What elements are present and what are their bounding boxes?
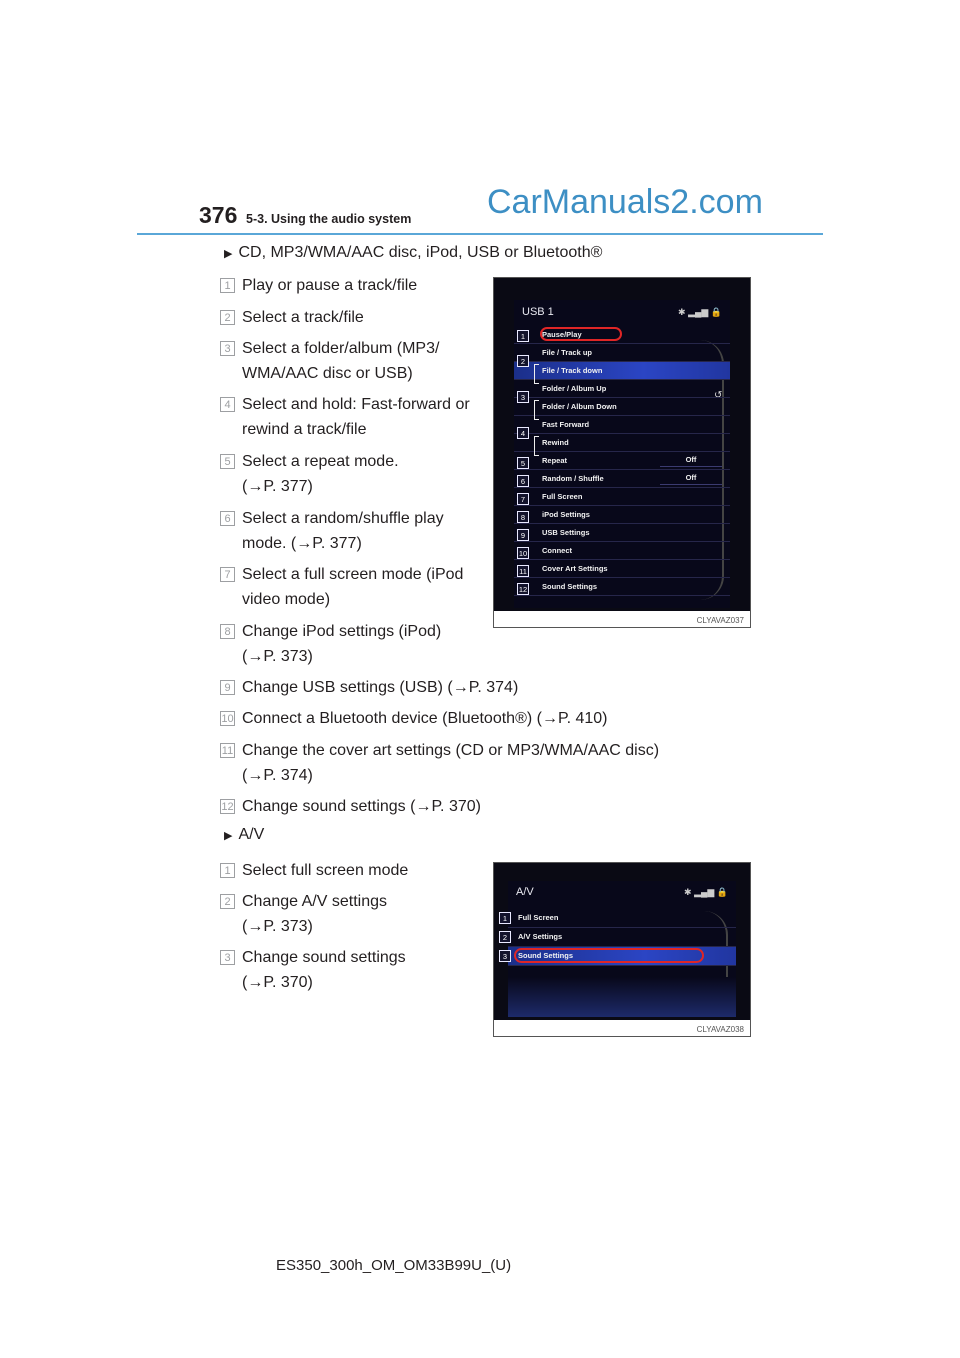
callout: 3 [517, 391, 529, 403]
list-item [220, 619, 441, 669]
item-text: Change iPod settings (iPod) (→P. 373) [242, 623, 442, 665]
section2-heading [224, 826, 264, 844]
callout: 11 [517, 565, 529, 577]
screen-title: USB 1 [522, 306, 554, 318]
section1-heading [224, 244, 602, 262]
bracket [534, 400, 539, 420]
item-text: Select a folder/album (MP3/ WMA/AAC disc or USB) [242, 340, 440, 382]
list-item [220, 562, 479, 612]
list-item [220, 506, 479, 556]
menu-row: Full Screen [508, 909, 736, 928]
menu-row: iPod Settings [514, 506, 730, 524]
document-code: ES350_300h_OM_OM33B99U_(U) [276, 1257, 512, 1274]
list-item [220, 858, 408, 883]
item-text: Select full screen mode [242, 862, 409, 879]
item-number: 10 [221, 713, 234, 725]
item-number: 2 [220, 894, 235, 909]
item-text: Change the cover art settings (CD or MP3/WMA/AAC disc) (→P. 374) [242, 742, 660, 784]
status-icons: ✱ ▂▄▆ 🔒 [678, 307, 722, 317]
status-icons: ✱ ▂▄▆ 🔒 [684, 887, 728, 897]
menu-row: Full Screen [514, 488, 730, 506]
list-item [220, 449, 399, 499]
list-item [220, 273, 417, 298]
item-text: Select a random/shuffle play mode. (→P. 377) [242, 510, 444, 552]
callout: 3 [499, 950, 511, 962]
menu-row: Sound Settings [508, 947, 736, 966]
menu-row: Cover Art Settings [514, 560, 730, 578]
menu-row: A/V Settings [508, 928, 736, 947]
item-text: Change A/V settings (→P. 373) [242, 893, 387, 935]
list-item [220, 305, 364, 330]
list-item [220, 945, 406, 995]
item-number: 9 [220, 680, 235, 695]
item-text: Play or pause a track/file [242, 277, 418, 294]
callout: 8 [517, 511, 529, 523]
menu-row: Rewind [514, 434, 730, 452]
callout: 12 [518, 585, 528, 594]
section-title: 5-3. Using the audio system [246, 212, 412, 226]
back-arrow-icon: ↺ [714, 390, 723, 401]
list-item [220, 738, 659, 788]
menu-row: Random / Shuffle Off [514, 470, 730, 488]
usb-screen [514, 300, 730, 608]
list-item [220, 889, 387, 939]
callout: 5 [517, 457, 529, 469]
value-field: Off [660, 472, 722, 485]
callout: 9 [517, 529, 529, 541]
item-number: 11 [221, 745, 234, 757]
list-item [220, 706, 607, 731]
menu-row: Fast Forward [514, 416, 730, 434]
item-text: Select a track/file [242, 309, 364, 326]
item-number: 5 [220, 454, 235, 469]
menu-row: Sound Settings [514, 578, 730, 596]
menu-row: Repeat Off [514, 452, 730, 470]
item-number: 7 [220, 567, 235, 582]
callout: 2 [499, 931, 511, 943]
bracket [534, 436, 539, 456]
item-number: 3 [220, 341, 235, 356]
item-text: Connect a Bluetooth device (Bluetooth®) (→P. 410) [242, 710, 608, 727]
page-number: 376 [199, 202, 238, 228]
item-number: 12 [221, 801, 234, 813]
menu-row: Pause/Play [514, 326, 730, 344]
list-item [220, 794, 481, 819]
watermark: CarManuals2.com [487, 183, 763, 221]
callout: 10 [518, 549, 528, 558]
item-number: 4 [220, 397, 235, 412]
item-number: 2 [220, 310, 235, 325]
header-rule [137, 233, 823, 235]
item-text: Change sound settings (→P. 370) [242, 798, 481, 815]
menu-row: Folder / Album Up [514, 380, 730, 398]
callout: 7 [517, 493, 529, 505]
item-text: Change USB settings (USB) (→P. 374) [242, 679, 519, 696]
usb-screen-figure [493, 277, 751, 628]
figure-caption: CLYAVAZ037 [696, 616, 744, 625]
menu-row: File / Track up [514, 344, 730, 362]
callout: 2 [517, 355, 529, 367]
item-number: 1 [220, 863, 235, 878]
section2-heading-text: A/V [238, 826, 265, 843]
item-text: Select a repeat mode. (→P. 377) [242, 453, 399, 495]
triangle-bullet-icon: ▶ [224, 248, 233, 260]
item-number: 8 [220, 624, 235, 639]
callout: 1 [499, 912, 511, 924]
menu-row: Connect [514, 542, 730, 560]
list-item [220, 392, 479, 442]
item-number: 6 [220, 511, 235, 526]
av-screen [502, 881, 736, 1017]
list-item [220, 336, 479, 386]
callout: 1 [517, 330, 529, 342]
callout: 6 [517, 475, 529, 487]
bottom-glow [508, 977, 736, 1017]
screen-title: A/V [516, 886, 534, 898]
menu-row: Folder / Album Down [514, 398, 730, 416]
triangle-bullet-icon: ▶ [224, 830, 233, 842]
highlight-ring [514, 948, 704, 963]
item-text: Select a full screen mode (iPod video mode) [242, 566, 464, 608]
menu-row: File / Track down [514, 362, 730, 380]
value-field: Off [660, 454, 722, 467]
section1-heading-text: CD, MP3/WMA/AAC disc, iPod, USB or Bluetooth® [238, 244, 603, 261]
bracket [534, 364, 539, 384]
list-item [220, 675, 518, 700]
callout: 4 [517, 427, 529, 439]
item-text: Change sound settings (→P. 370) [242, 949, 406, 991]
item-number: 1 [220, 278, 235, 293]
figure-caption: CLYAVAZ038 [696, 1025, 744, 1034]
item-number: 3 [220, 950, 235, 965]
item-text: Select and hold: Fast-forward or rewind a track/file [242, 396, 470, 438]
av-screen-figure [493, 862, 751, 1037]
menu-row: USB Settings [514, 524, 730, 542]
